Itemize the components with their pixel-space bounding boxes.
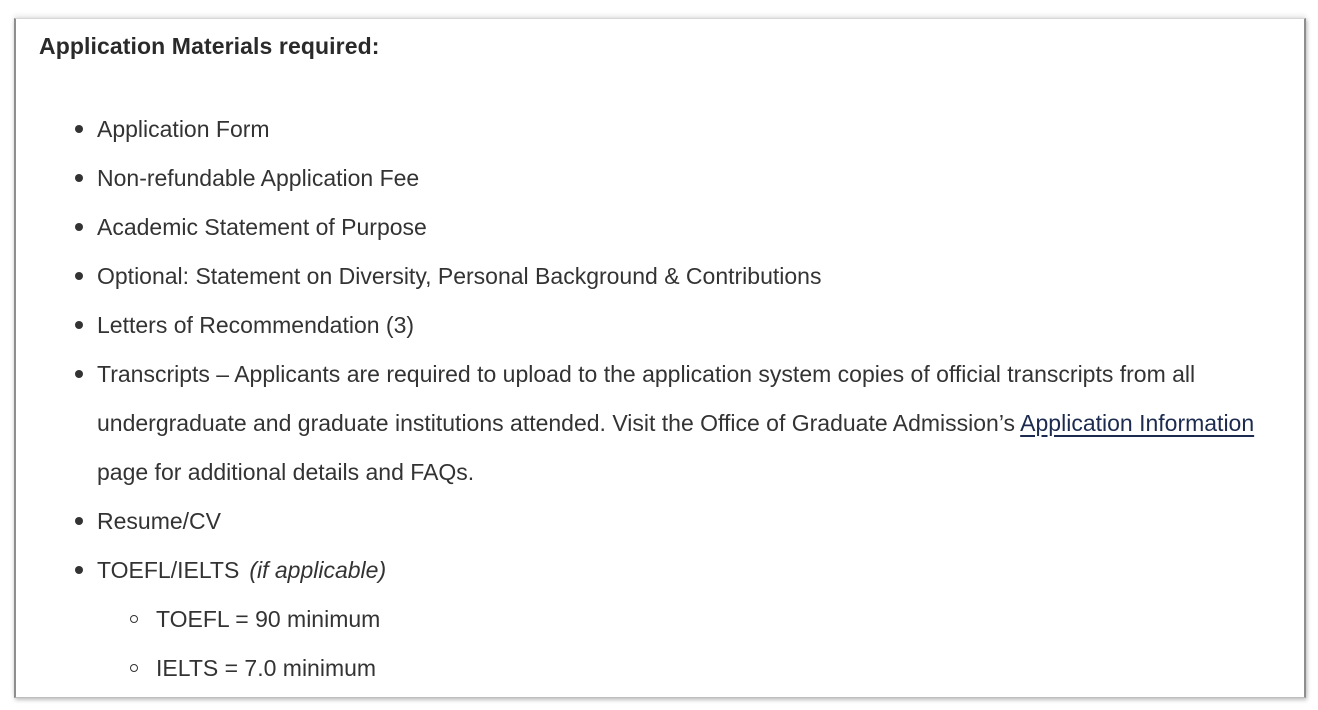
list-item-text: Transcripts – Applicants are required to upload to the application system copies of official transcripts from all undergraduate and graduate institutions attended. Visit the Office of Graduate Admission’s — [97, 361, 1196, 436]
bullet-icon — [75, 321, 83, 329]
bullet-icon — [75, 125, 83, 133]
list-item-toefl-ielts — [70, 546, 1295, 693]
bullet-icon — [75, 223, 83, 231]
list-item-text: Resume/CV — [97, 508, 221, 534]
circle-bullet-icon — [130, 615, 138, 623]
content-panel — [14, 18, 1306, 698]
list-item-text: Optional: Statement on Diversity, Personal Background & Contributions — [97, 263, 822, 289]
sublist-item-ielts — [128, 644, 1295, 693]
bullet-icon — [75, 370, 83, 378]
sublist-item-toefl — [128, 595, 1295, 644]
bullet-icon — [75, 517, 83, 525]
test-score-sublist — [128, 595, 1295, 693]
list-item-diversity-statement — [70, 252, 1295, 301]
list-item-application-form — [70, 105, 1295, 154]
list-item-statement-of-purpose — [70, 203, 1295, 252]
sublist-item-text: TOEFL = 90 minimum — [156, 606, 381, 632]
list-item-transcripts — [70, 350, 1295, 497]
bullet-icon — [75, 272, 83, 280]
list-item-application-fee — [70, 154, 1295, 203]
list-item-text: Letters of Recommendation (3) — [97, 312, 415, 338]
list-item-text-after: page for additional details and FAQs. — [97, 459, 475, 485]
circle-bullet-icon — [130, 664, 138, 672]
section-heading: Application Materials required: — [39, 33, 380, 59]
list-item-resume — [70, 497, 1295, 546]
application-information-link[interactable]: Application Information — [1020, 410, 1255, 436]
list-item-text: TOEFL/IELTS — [97, 557, 240, 583]
bullet-icon — [75, 174, 83, 182]
list-item-recommendation-letters — [70, 301, 1295, 350]
materials-list — [70, 105, 1295, 693]
bullet-icon — [75, 566, 83, 574]
sublist-item-text: IELTS = 7.0 minimum — [156, 655, 377, 681]
list-item-text: Non-refundable Application Fee — [97, 165, 420, 191]
list-item-text: Academic Statement of Purpose — [97, 214, 427, 240]
list-item-text: Application Form — [97, 116, 270, 142]
list-item-note: (if applicable) — [249, 557, 387, 583]
